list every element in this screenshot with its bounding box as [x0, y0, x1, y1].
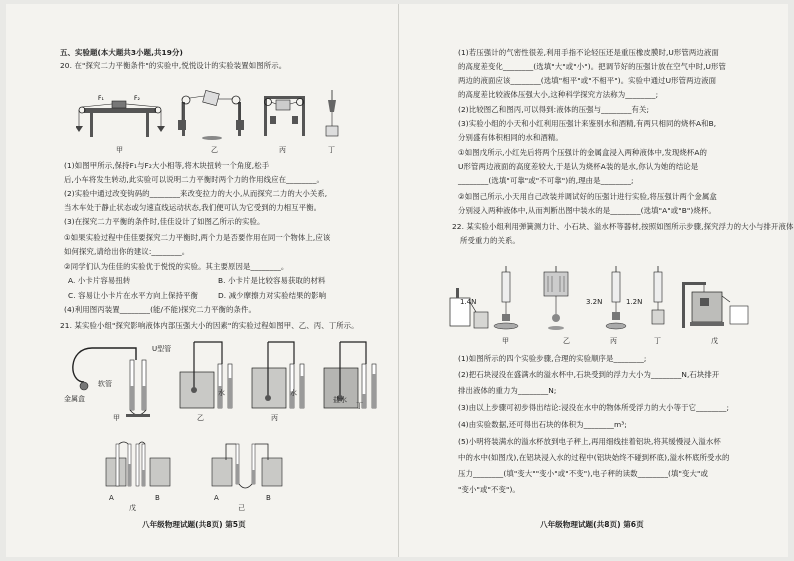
q20-caption-yi: 乙 [211, 146, 218, 154]
q21-part-3-1-line-1: ①如图戊所示,小红先后将两个压强计的金属盒浸入两种液体中,发现烧杯A的 [458, 148, 707, 157]
q22-stem-2: 所受重力的关系。 [460, 236, 520, 245]
q22-caption-ding: 丁 [654, 337, 661, 345]
q21-part-2: (2)比较图乙和图丙,可以得到:液体的压强与________有关; [458, 105, 650, 114]
q20-line-4: 当木车处于静止状态或匀速直线运动状态,我们便可认为它受到的力相互平衡。 [64, 203, 322, 212]
q21-fig-ding [324, 342, 376, 408]
q22-caption-jia: 甲 [502, 337, 509, 345]
q20-line-8: ②同学们认为佳佳的实验优于悦悦的实验。其主要原因是________。 [64, 262, 289, 271]
q22-fig-ding [652, 266, 664, 324]
q20-caption-bing: 丙 [279, 146, 286, 154]
q21-label-utube: U型管 [152, 345, 172, 353]
q22-scale-1 [494, 266, 518, 329]
q21-part-1-line-1: (1)若压强计的气密性很差,利用手指不论轻压还是重压橡皮膜时,U形管两边液面 [458, 48, 719, 57]
q21-label-b1: B [155, 494, 160, 502]
q20-line-9: (4)利用图丙装置________(能/不能)探究二力平衡的条件。 [64, 305, 257, 314]
q21-part-3-2-line-1: ②如图己所示,小天用自己改装并调试好的压强计进行实验,将压强计两个金属盒 [458, 192, 717, 201]
label-f2: F₂ [134, 95, 140, 102]
q22-part-5-line-3: 压力________(填"变大""变小"或"不变"),电子秤的读数________(填"变大"或 [458, 469, 708, 478]
q21-label-a2: A [214, 494, 219, 502]
q22-caption-wu: 戊 [711, 337, 718, 345]
q20-caption-ding: 丁 [328, 146, 335, 154]
q22-part-1: (1)如图所示的四个实验步骤,合理的实验顺序是________; [458, 354, 647, 363]
left-page [6, 4, 398, 557]
q21-part-3-1-line-3: ________(选填"可靠"或"不可靠")的,理由是________; [458, 176, 634, 185]
left-page-footer: 八年级物理试题(共8页) 第5页 [142, 520, 246, 529]
right-page-footer: 八年级物理试题(共8页) 第6页 [540, 520, 644, 529]
q22-part-2-line-1: (2)把石块浸没在盛满水的溢水杯中,石块受到的浮力大小为________N,石块排开 [458, 370, 720, 379]
q22-part-5-line-4: "变小"或"不变")。 [458, 485, 520, 494]
q20-caption-jia: 甲 [116, 146, 123, 154]
q21-label-b2: B [266, 494, 271, 502]
q20-line-7: 如何探究,请给出你的建议:________。 [64, 247, 190, 256]
q21-label-hose: 软管 [98, 380, 112, 388]
q21-part-3-line-2: 分别盛有体积相同的水和酒精。 [458, 133, 563, 142]
q22-label-force-3: 1.2N [626, 298, 643, 306]
q22-caption-bing: 丙 [610, 337, 617, 345]
q21-label-water-2: 水 [290, 389, 297, 397]
q22-stem: 22. 某实验小组利用弹簧测力计、小石块、溢水杯等器材,按照如图所示步骤,探究浮力的大小与排开液体 [452, 222, 794, 231]
q21-fig-bing [252, 342, 304, 408]
q20-option-a: A. 小卡片容易扭转 [68, 276, 131, 285]
right-page [398, 4, 794, 557]
q21-stem: 21. 某实验小组"探究影响液体内部压强大小的因素"的实验过程如图甲、乙、丙、丁所示。 [60, 321, 359, 330]
q22-part-5-line-1: (5)小明将装满水的溢水杯放到电子秤上,再用细线挂着铝块,将其缓慢浸入溢水杯 [458, 437, 721, 446]
q21-caption-ji: 己 [238, 504, 245, 512]
q21-part-3-1-line-2: U形管两边液面的高度差较大,于是认为烧杯A装的是水,你认为她的结论是 [458, 162, 699, 171]
q20-option-d: D. 减少摩擦力对实验结果的影响 [218, 291, 327, 300]
q21-label-brine: 盐水 [333, 396, 347, 404]
q21-part-1-line-3: 两边的液面应该________(选填"相平"或"不相平")。实验中通过U形管两边液面 [458, 76, 717, 85]
q22-caption-yi: 乙 [563, 337, 570, 345]
q21-caption-yi: 乙 [197, 414, 204, 422]
q20-line-3: (2)实验中通过改变钩码的________来改变拉力的大小,从而探究二力的大小关系, [64, 189, 328, 198]
q21-caption-jia: 甲 [113, 414, 120, 422]
q21-fig-yi [180, 342, 232, 408]
q21-part-3-line-1: (3)实验小组的小天和小红利用压强计来鉴别水和酒精,有两只相同的烧杯A和B, [458, 119, 717, 128]
q22-figure [448, 266, 760, 334]
q21-figure-bottom [102, 440, 294, 498]
q20-option-c: C. 容易让小卡片在水平方向上保持平衡 [68, 291, 199, 300]
q22-label-force-1: 1.4N [460, 298, 477, 306]
q22-part-2-line-2: 排出液体的重力为________N; [458, 386, 557, 395]
q21-caption-bing: 丙 [271, 414, 278, 422]
q21-fig-ji [212, 444, 282, 488]
q21-part-1-line-4: 的高度差比较液体压强大小,这种科学探究方法称为________; [458, 90, 659, 99]
q21-label-a1: A [109, 494, 114, 502]
q20-line-6: ①如果实验过程中佳佳要探究二力平衡时,两个力是否要作用在同一个物体上,应该 [64, 233, 331, 242]
q22-fig-jia [450, 288, 488, 328]
q21-part-3-2-line-2: 分别浸入两种液体中,从而判断出图中装水的是________(选填"A"或"B")烧杯。 [458, 206, 716, 215]
q20-fig-yi [178, 90, 244, 140]
q22-label-force-2: 3.2N [586, 298, 603, 306]
q21-caption-wu: 戊 [129, 504, 136, 512]
q21-fig-wu [106, 442, 170, 486]
q22-fig-yi [544, 266, 568, 330]
q22-fig-wu [682, 282, 748, 328]
q22-part-3: (3)由以上步骤可初步得出结论:浸没在水中的物体所受浮力的大小等于它________; [458, 403, 730, 412]
q20-line-5: (3)在探究二力平衡的条件时,佳佳设计了如图乙所示的实验。 [64, 217, 265, 226]
q20-option-b: B. 小卡片是比较容易获取的材料 [218, 276, 326, 285]
q22-fig-bing [606, 266, 626, 329]
label-f1: F₁ [98, 95, 104, 102]
q21-part-1-line-2: 的高度差变化________(选填"大"或"小")。把调节好的压强计放在空气中时,U形管 [458, 62, 727, 71]
q22-part-4: (4)由实验数据,还可得出石块的体积为________m³; [458, 420, 627, 429]
q22-part-5-line-2: 中的水中(如图戊),在铝块浸入水的过程中(铝块始终不碰到杯底),溢水杯底所受水的 [458, 453, 730, 462]
q20-line-1: (1)如图甲所示,保持F₁与F₂大小相等,将木块扭转一个角度,松手 [64, 161, 270, 170]
q21-label-water-1: 水 [218, 389, 225, 397]
q21-caption-ding: 丁 [356, 402, 363, 410]
q20-stem: 20. 在"探究二力平衡条件"的实验中,悦悦设计的实验装置如图所示。 [60, 61, 287, 70]
q21-label-probe: 金属盒 [64, 395, 85, 403]
q20-fig-jia [76, 95, 165, 137]
exam-sheet [6, 4, 794, 557]
q20-fig-bing [264, 96, 305, 136]
q20-line-2: 后,小车将发生转动,此实验可以说明二力平衡时两个力的作用线应在________。 [64, 175, 324, 184]
q20-fig-ding [326, 90, 338, 136]
section-title: 五、实验题(本大题共3小题,共19分) [60, 48, 183, 57]
